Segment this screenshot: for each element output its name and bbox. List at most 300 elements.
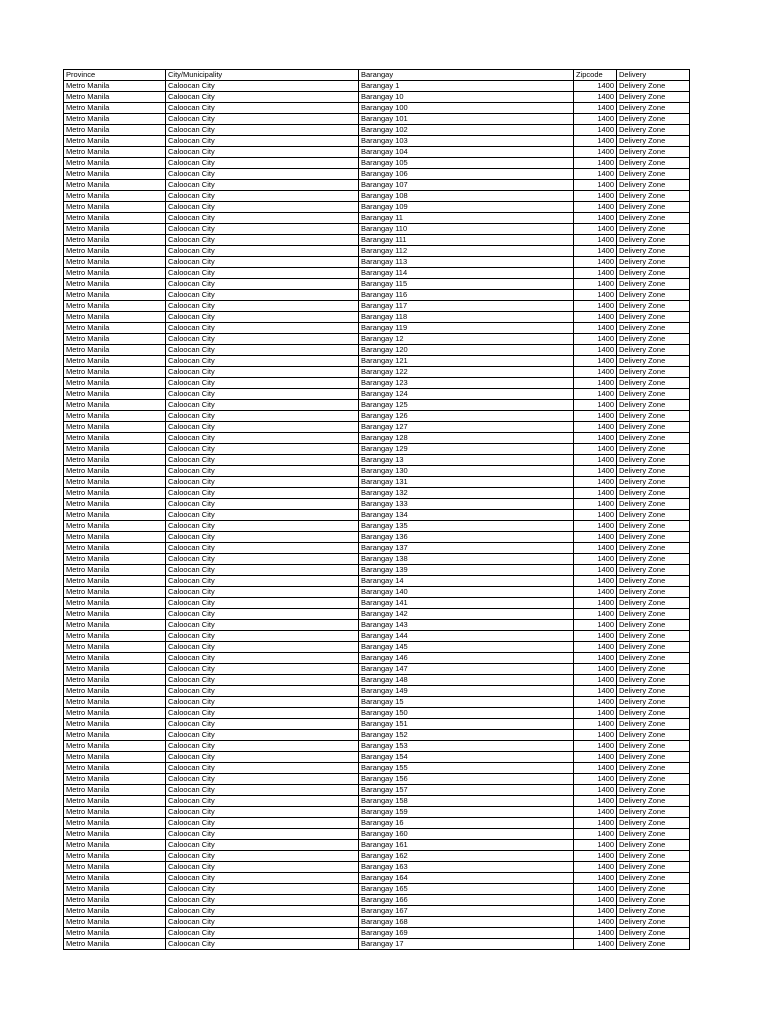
cell-province: Metro Manila [64, 686, 166, 697]
cell-delivery: Delivery Zone [617, 543, 690, 554]
cell-city: Caloocan City [166, 103, 359, 114]
table-row [64, 719, 690, 730]
cell-barangay: Barangay 112 [359, 246, 574, 257]
cell-delivery: Delivery Zone [617, 202, 690, 213]
cell-zipcode: 1400 [574, 532, 617, 543]
cell-delivery: Delivery Zone [617, 268, 690, 279]
cell-delivery: Delivery Zone [617, 488, 690, 499]
cell-city: Caloocan City [166, 235, 359, 246]
cell-barangay: Barangay 144 [359, 631, 574, 642]
cell-zipcode: 1400 [574, 862, 617, 873]
cell-delivery: Delivery Zone [617, 356, 690, 367]
cell-barangay: Barangay 138 [359, 554, 574, 565]
cell-city: Caloocan City [166, 785, 359, 796]
table-row [64, 675, 690, 686]
header-delivery: Delivery [617, 70, 690, 81]
table-row [64, 444, 690, 455]
cell-zipcode: 1400 [574, 774, 617, 785]
cell-zipcode: 1400 [574, 543, 617, 554]
cell-barangay: Barangay 126 [359, 411, 574, 422]
header-barangay: Barangay [359, 70, 574, 81]
cell-delivery: Delivery Zone [617, 466, 690, 477]
table-row [64, 499, 690, 510]
cell-city: Caloocan City [166, 653, 359, 664]
cell-delivery: Delivery Zone [617, 774, 690, 785]
table-row [64, 323, 690, 334]
cell-city: Caloocan City [166, 125, 359, 136]
cell-zipcode: 1400 [574, 884, 617, 895]
cell-barangay: Barangay 12 [359, 334, 574, 345]
table-row [64, 367, 690, 378]
cell-zipcode: 1400 [574, 81, 617, 92]
cell-delivery: Delivery Zone [617, 576, 690, 587]
cell-barangay: Barangay 124 [359, 389, 574, 400]
cell-city: Caloocan City [166, 323, 359, 334]
cell-delivery: Delivery Zone [617, 334, 690, 345]
cell-zipcode: 1400 [574, 202, 617, 213]
cell-zipcode: 1400 [574, 939, 617, 950]
cell-delivery: Delivery Zone [617, 708, 690, 719]
cell-province: Metro Manila [64, 246, 166, 257]
cell-province: Metro Manila [64, 884, 166, 895]
cell-zipcode: 1400 [574, 147, 617, 158]
cell-city: Caloocan City [166, 422, 359, 433]
cell-city: Caloocan City [166, 521, 359, 532]
header-row [64, 70, 690, 81]
cell-zipcode: 1400 [574, 345, 617, 356]
cell-delivery: Delivery Zone [617, 631, 690, 642]
cell-city: Caloocan City [166, 686, 359, 697]
cell-province: Metro Manila [64, 807, 166, 818]
cell-city: Caloocan City [166, 356, 359, 367]
cell-delivery: Delivery Zone [617, 763, 690, 774]
cell-city: Caloocan City [166, 829, 359, 840]
cell-city: Caloocan City [166, 631, 359, 642]
cell-delivery: Delivery Zone [617, 642, 690, 653]
cell-barangay: Barangay 106 [359, 169, 574, 180]
cell-barangay: Barangay 139 [359, 565, 574, 576]
table-row [64, 532, 690, 543]
cell-province: Metro Manila [64, 213, 166, 224]
cell-barangay: Barangay 121 [359, 356, 574, 367]
cell-city: Caloocan City [166, 191, 359, 202]
cell-city: Caloocan City [166, 136, 359, 147]
cell-city: Caloocan City [166, 873, 359, 884]
table-row [64, 895, 690, 906]
cell-zipcode: 1400 [574, 246, 617, 257]
cell-city: Caloocan City [166, 708, 359, 719]
cell-barangay: Barangay 15 [359, 697, 574, 708]
cell-barangay: Barangay 156 [359, 774, 574, 785]
table-row [64, 422, 690, 433]
cell-city: Caloocan City [166, 928, 359, 939]
table-row [64, 774, 690, 785]
cell-city: Caloocan City [166, 543, 359, 554]
table-row [64, 433, 690, 444]
cell-zipcode: 1400 [574, 290, 617, 301]
cell-delivery: Delivery Zone [617, 851, 690, 862]
cell-province: Metro Manila [64, 653, 166, 664]
table-row [64, 180, 690, 191]
cell-barangay: Barangay 108 [359, 191, 574, 202]
cell-province: Metro Manila [64, 785, 166, 796]
cell-province: Metro Manila [64, 730, 166, 741]
cell-province: Metro Manila [64, 444, 166, 455]
table-row [64, 136, 690, 147]
cell-delivery: Delivery Zone [617, 279, 690, 290]
cell-barangay: Barangay 143 [359, 620, 574, 631]
cell-delivery: Delivery Zone [617, 697, 690, 708]
cell-province: Metro Manila [64, 928, 166, 939]
cell-delivery: Delivery Zone [617, 411, 690, 422]
table-row [64, 631, 690, 642]
cell-city: Caloocan City [166, 598, 359, 609]
cell-delivery: Delivery Zone [617, 114, 690, 125]
cell-barangay: Barangay 151 [359, 719, 574, 730]
cell-delivery: Delivery Zone [617, 312, 690, 323]
cell-barangay: Barangay 127 [359, 422, 574, 433]
cell-city: Caloocan City [166, 741, 359, 752]
cell-province: Metro Manila [64, 477, 166, 488]
cell-city: Caloocan City [166, 246, 359, 257]
cell-delivery: Delivery Zone [617, 906, 690, 917]
table-row [64, 125, 690, 136]
cell-barangay: Barangay 130 [359, 466, 574, 477]
cell-barangay: Barangay 154 [359, 752, 574, 763]
cell-delivery: Delivery Zone [617, 147, 690, 158]
cell-province: Metro Manila [64, 752, 166, 763]
cell-delivery: Delivery Zone [617, 455, 690, 466]
cell-zipcode: 1400 [574, 631, 617, 642]
cell-barangay: Barangay 110 [359, 224, 574, 235]
cell-province: Metro Manila [64, 202, 166, 213]
cell-city: Caloocan City [166, 312, 359, 323]
cell-province: Metro Manila [64, 422, 166, 433]
cell-zipcode: 1400 [574, 180, 617, 191]
cell-barangay: Barangay 137 [359, 543, 574, 554]
cell-province: Metro Manila [64, 455, 166, 466]
cell-barangay: Barangay 103 [359, 136, 574, 147]
cell-delivery: Delivery Zone [617, 400, 690, 411]
cell-city: Caloocan City [166, 499, 359, 510]
table-row [64, 752, 690, 763]
cell-city: Caloocan City [166, 169, 359, 180]
cell-zipcode: 1400 [574, 796, 617, 807]
cell-barangay: Barangay 160 [359, 829, 574, 840]
cell-barangay: Barangay 114 [359, 268, 574, 279]
cell-province: Metro Manila [64, 565, 166, 576]
cell-city: Caloocan City [166, 257, 359, 268]
cell-zipcode: 1400 [574, 763, 617, 774]
cell-zipcode: 1400 [574, 917, 617, 928]
cell-zipcode: 1400 [574, 818, 617, 829]
cell-province: Metro Manila [64, 92, 166, 103]
cell-province: Metro Manila [64, 763, 166, 774]
table-row [64, 213, 690, 224]
table-row [64, 147, 690, 158]
table-row [64, 312, 690, 323]
cell-province: Metro Manila [64, 598, 166, 609]
cell-city: Caloocan City [166, 477, 359, 488]
table-row [64, 697, 690, 708]
cell-city: Caloocan City [166, 884, 359, 895]
cell-delivery: Delivery Zone [617, 862, 690, 873]
cell-delivery: Delivery Zone [617, 81, 690, 92]
table-row [64, 565, 690, 576]
cell-zipcode: 1400 [574, 642, 617, 653]
cell-barangay: Barangay 147 [359, 664, 574, 675]
cell-city: Caloocan City [166, 840, 359, 851]
cell-city: Caloocan City [166, 433, 359, 444]
cell-province: Metro Manila [64, 488, 166, 499]
cell-city: Caloocan City [166, 609, 359, 620]
cell-city: Caloocan City [166, 367, 359, 378]
cell-barangay: Barangay 155 [359, 763, 574, 774]
cell-barangay: Barangay 119 [359, 323, 574, 334]
cell-barangay: Barangay 101 [359, 114, 574, 125]
cell-city: Caloocan City [166, 301, 359, 312]
table-row [64, 455, 690, 466]
cell-province: Metro Manila [64, 576, 166, 587]
table-row [64, 906, 690, 917]
cell-province: Metro Manila [64, 81, 166, 92]
cell-zipcode: 1400 [574, 510, 617, 521]
cell-city: Caloocan City [166, 697, 359, 708]
cell-province: Metro Manila [64, 268, 166, 279]
table-row [64, 928, 690, 939]
cell-city: Caloocan City [166, 587, 359, 598]
table-row [64, 796, 690, 807]
cell-province: Metro Manila [64, 917, 166, 928]
cell-delivery: Delivery Zone [617, 103, 690, 114]
cell-province: Metro Manila [64, 356, 166, 367]
cell-city: Caloocan City [166, 92, 359, 103]
cell-province: Metro Manila [64, 851, 166, 862]
cell-city: Caloocan City [166, 532, 359, 543]
cell-zipcode: 1400 [574, 257, 617, 268]
table-row [64, 829, 690, 840]
cell-barangay: Barangay 165 [359, 884, 574, 895]
cell-delivery: Delivery Zone [617, 158, 690, 169]
cell-zipcode: 1400 [574, 444, 617, 455]
cell-zipcode: 1400 [574, 807, 617, 818]
cell-delivery: Delivery Zone [617, 323, 690, 334]
cell-city: Caloocan City [166, 664, 359, 675]
cell-barangay: Barangay 109 [359, 202, 574, 213]
cell-city: Caloocan City [166, 554, 359, 565]
table-row [64, 389, 690, 400]
cell-zipcode: 1400 [574, 312, 617, 323]
cell-zipcode: 1400 [574, 499, 617, 510]
cell-zipcode: 1400 [574, 158, 617, 169]
cell-zipcode: 1400 [574, 675, 617, 686]
cell-province: Metro Manila [64, 169, 166, 180]
cell-province: Metro Manila [64, 224, 166, 235]
cell-barangay: Barangay 140 [359, 587, 574, 598]
cell-barangay: Barangay 141 [359, 598, 574, 609]
cell-province: Metro Manila [64, 103, 166, 114]
cell-province: Metro Manila [64, 620, 166, 631]
table-row [64, 488, 690, 499]
cell-zipcode: 1400 [574, 103, 617, 114]
cell-city: Caloocan City [166, 455, 359, 466]
cell-province: Metro Manila [64, 290, 166, 301]
table-row [64, 169, 690, 180]
cell-barangay: Barangay 1 [359, 81, 574, 92]
cell-delivery: Delivery Zone [617, 752, 690, 763]
cell-province: Metro Manila [64, 708, 166, 719]
cell-zipcode: 1400 [574, 741, 617, 752]
cell-barangay: Barangay 118 [359, 312, 574, 323]
cell-delivery: Delivery Zone [617, 829, 690, 840]
cell-barangay: Barangay 168 [359, 917, 574, 928]
cell-city: Caloocan City [166, 444, 359, 455]
cell-barangay: Barangay 146 [359, 653, 574, 664]
cell-zipcode: 1400 [574, 719, 617, 730]
cell-city: Caloocan City [166, 906, 359, 917]
cell-barangay: Barangay 134 [359, 510, 574, 521]
cell-province: Metro Manila [64, 554, 166, 565]
cell-zipcode: 1400 [574, 697, 617, 708]
cell-city: Caloocan City [166, 213, 359, 224]
cell-delivery: Delivery Zone [617, 785, 690, 796]
cell-zipcode: 1400 [574, 895, 617, 906]
cell-barangay: Barangay 152 [359, 730, 574, 741]
table-row [64, 884, 690, 895]
cell-zipcode: 1400 [574, 477, 617, 488]
cell-zipcode: 1400 [574, 378, 617, 389]
cell-delivery: Delivery Zone [617, 653, 690, 664]
cell-barangay: Barangay 131 [359, 477, 574, 488]
cell-province: Metro Manila [64, 631, 166, 642]
table-row [64, 851, 690, 862]
cell-barangay: Barangay 104 [359, 147, 574, 158]
cell-zipcode: 1400 [574, 334, 617, 345]
cell-province: Metro Manila [64, 741, 166, 752]
cell-zipcode: 1400 [574, 367, 617, 378]
cell-province: Metro Manila [64, 323, 166, 334]
cell-city: Caloocan City [166, 378, 359, 389]
cell-delivery: Delivery Zone [617, 246, 690, 257]
cell-delivery: Delivery Zone [617, 598, 690, 609]
cell-province: Metro Manila [64, 829, 166, 840]
cell-zipcode: 1400 [574, 268, 617, 279]
cell-delivery: Delivery Zone [617, 587, 690, 598]
cell-barangay: Barangay 161 [359, 840, 574, 851]
cell-delivery: Delivery Zone [617, 422, 690, 433]
cell-delivery: Delivery Zone [617, 532, 690, 543]
cell-province: Metro Manila [64, 378, 166, 389]
cell-barangay: Barangay 145 [359, 642, 574, 653]
cell-delivery: Delivery Zone [617, 345, 690, 356]
cell-city: Caloocan City [166, 158, 359, 169]
cell-city: Caloocan City [166, 620, 359, 631]
table-row [64, 411, 690, 422]
cell-city: Caloocan City [166, 719, 359, 730]
cell-city: Caloocan City [166, 290, 359, 301]
table-row [64, 818, 690, 829]
cell-city: Caloocan City [166, 862, 359, 873]
cell-zipcode: 1400 [574, 213, 617, 224]
cell-zipcode: 1400 [574, 730, 617, 741]
cell-zipcode: 1400 [574, 873, 617, 884]
cell-delivery: Delivery Zone [617, 389, 690, 400]
cell-city: Caloocan City [166, 202, 359, 213]
cell-zipcode: 1400 [574, 686, 617, 697]
cell-barangay: Barangay 136 [359, 532, 574, 543]
cell-zipcode: 1400 [574, 411, 617, 422]
cell-barangay: Barangay 163 [359, 862, 574, 873]
cell-delivery: Delivery Zone [617, 191, 690, 202]
cell-delivery: Delivery Zone [617, 895, 690, 906]
cell-barangay: Barangay 102 [359, 125, 574, 136]
cell-delivery: Delivery Zone [617, 521, 690, 532]
cell-province: Metro Manila [64, 719, 166, 730]
cell-zipcode: 1400 [574, 829, 617, 840]
table-row [64, 158, 690, 169]
cell-delivery: Delivery Zone [617, 378, 690, 389]
header-zipcode: Zipcode [574, 70, 617, 81]
cell-delivery: Delivery Zone [617, 675, 690, 686]
cell-city: Caloocan City [166, 818, 359, 829]
cell-delivery: Delivery Zone [617, 565, 690, 576]
cell-province: Metro Manila [64, 510, 166, 521]
table-row [64, 862, 690, 873]
cell-delivery: Delivery Zone [617, 367, 690, 378]
cell-province: Metro Manila [64, 334, 166, 345]
cell-delivery: Delivery Zone [617, 796, 690, 807]
cell-city: Caloocan City [166, 730, 359, 741]
cell-barangay: Barangay 159 [359, 807, 574, 818]
table-row [64, 543, 690, 554]
cell-province: Metro Manila [64, 840, 166, 851]
table-row [64, 334, 690, 345]
cell-barangay: Barangay 105 [359, 158, 574, 169]
cell-city: Caloocan City [166, 114, 359, 125]
cell-city: Caloocan City [166, 466, 359, 477]
cell-zipcode: 1400 [574, 356, 617, 367]
cell-delivery: Delivery Zone [617, 257, 690, 268]
cell-barangay: Barangay 169 [359, 928, 574, 939]
cell-zipcode: 1400 [574, 587, 617, 598]
cell-barangay: Barangay 135 [359, 521, 574, 532]
cell-province: Metro Manila [64, 499, 166, 510]
table-row [64, 741, 690, 752]
cell-zipcode: 1400 [574, 906, 617, 917]
cell-city: Caloocan City [166, 279, 359, 290]
cell-zipcode: 1400 [574, 389, 617, 400]
cell-barangay: Barangay 128 [359, 433, 574, 444]
cell-delivery: Delivery Zone [617, 92, 690, 103]
table-row [64, 939, 690, 950]
cell-barangay: Barangay 166 [359, 895, 574, 906]
table-row [64, 477, 690, 488]
cell-province: Metro Manila [64, 125, 166, 136]
cell-delivery: Delivery Zone [617, 939, 690, 950]
cell-zipcode: 1400 [574, 609, 617, 620]
cell-barangay: Barangay 117 [359, 301, 574, 312]
table-row [64, 191, 690, 202]
cell-city: Caloocan City [166, 334, 359, 345]
cell-province: Metro Manila [64, 158, 166, 169]
cell-barangay: Barangay 129 [359, 444, 574, 455]
cell-barangay: Barangay 123 [359, 378, 574, 389]
cell-delivery: Delivery Zone [617, 609, 690, 620]
cell-barangay: Barangay 14 [359, 576, 574, 587]
cell-zipcode: 1400 [574, 125, 617, 136]
cell-city: Caloocan City [166, 81, 359, 92]
cell-zipcode: 1400 [574, 708, 617, 719]
